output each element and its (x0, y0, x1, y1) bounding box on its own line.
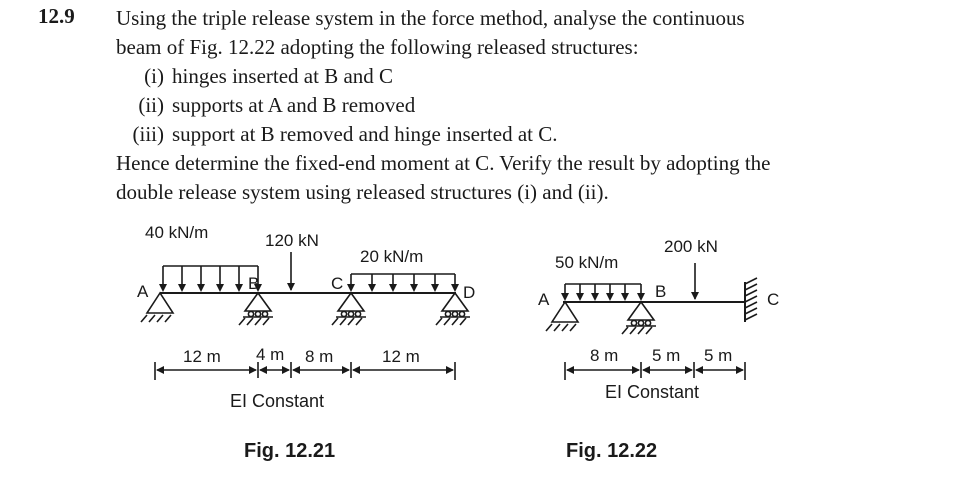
dim-label: 12 m (382, 347, 420, 366)
option-number: (i) (144, 64, 164, 88)
udl-label: 50 kN/m (555, 253, 619, 272)
roller-support-b (622, 302, 656, 334)
node-b-label: B (248, 274, 260, 293)
dim-label: 8 m (590, 346, 619, 365)
option-text: hinges inserted at B and C (172, 64, 394, 88)
closing-line-2: double release system using released structures (i) and (ii). (116, 180, 609, 204)
dim-label: 4 m (256, 345, 285, 364)
option-number: (iii) (132, 122, 164, 146)
pin-support-a (546, 302, 578, 331)
statement-line-2: beam of Fig. 12.22 adopting the following released structures: (116, 35, 639, 59)
dim-label: 8 m (305, 347, 334, 366)
udl (565, 284, 641, 299)
ei-constant-note: EI Constant (230, 391, 325, 411)
node-a-label: A (137, 282, 149, 301)
option-text: support at B removed and hinge inserted at C. (172, 122, 558, 146)
udl-right-arrowheads (347, 284, 459, 292)
roller-support-c (332, 293, 366, 325)
node-c-label: C (767, 290, 780, 309)
dim-label: 5 m (704, 346, 733, 365)
fig-12-21 (137, 223, 475, 411)
fig-12-22-caption: Fig. 12.22 (566, 440, 658, 462)
udl-right (351, 274, 455, 290)
node-b-label: B (655, 282, 667, 301)
udl-left-label: 40 kN/m (145, 223, 209, 242)
dim-label: 12 m (183, 347, 221, 366)
point-load-label: 120 kN (265, 231, 319, 250)
udl-left-arrowheads (159, 284, 262, 292)
option-number: (ii) (138, 93, 164, 117)
fig-12-22 (538, 237, 779, 402)
node-a-label: A (538, 290, 550, 309)
ei-constant-note: EI Constant (605, 382, 700, 402)
udl-left (163, 266, 258, 290)
problem-number: 12.9 (38, 4, 75, 28)
udl-right-label: 20 kN/m (360, 247, 424, 266)
dim-label: 5 m (652, 346, 681, 365)
point-load-label: 200 kN (664, 237, 718, 256)
fig-12-21-caption: Fig. 12.21 (244, 440, 336, 462)
closing-line-1: Hence determine the fixed-end moment at C. Verify the result by adopting the (116, 151, 771, 175)
roller-support-b (239, 293, 273, 325)
fixed-support-c (745, 278, 757, 322)
udl-arrowheads (561, 293, 645, 301)
statement-line-1: Using the triple release system in the force method, analyse the continuous (116, 6, 745, 30)
option-text: supports at A and B removed (172, 93, 416, 117)
node-c-label: C (331, 274, 344, 293)
node-d-label: D (463, 283, 476, 302)
